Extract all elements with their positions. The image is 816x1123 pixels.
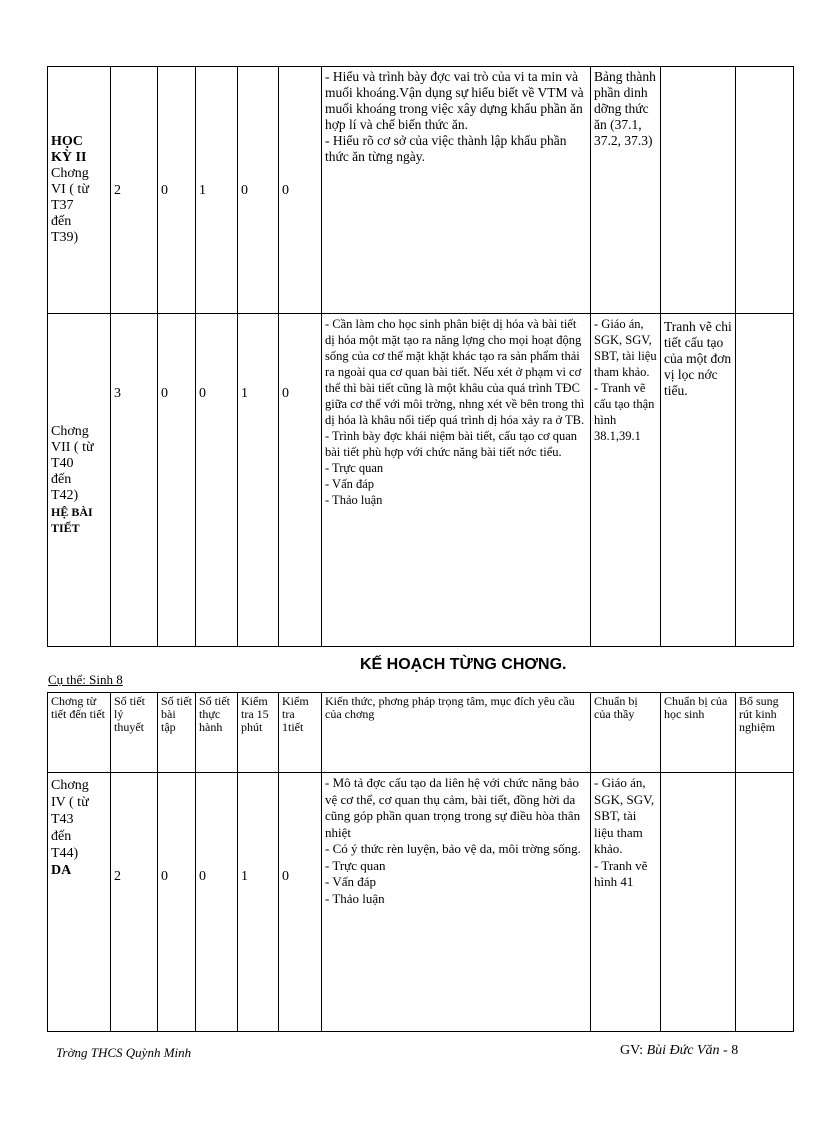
footer-school: Trờng THCS Quỳnh Minh <box>56 1045 192 1060</box>
chapter-line: T43 <box>51 812 74 827</box>
exercise-count: 0 <box>158 314 196 647</box>
chapter-cell <box>48 67 111 314</box>
header-teacher-prep: Chuẩn bị của thầy <box>591 693 661 773</box>
footer-teacher <box>620 1043 738 1059</box>
chapter-line: DA <box>51 863 72 878</box>
test-15-count: 0 <box>238 67 279 314</box>
student-prep-cell: Tranh vẽ chi tiết cấu tạo của một đơn vị lọc nớc tiểu. <box>661 314 736 647</box>
chapter-plan-table <box>47 692 794 1032</box>
test-15-count: 1 <box>238 773 279 1032</box>
teacher-prep-cell: - Giáo án, SGK, SGV, SBT, tài liệu tham khảo. - Tranh vẽ hình 41 <box>591 773 661 1032</box>
section-title: KẾ HOẠCH TỪNG CHƠNG. <box>360 656 567 673</box>
test-1-count: 0 <box>279 67 322 314</box>
header-test-15: Kiểm tra 15 phút <box>238 693 279 773</box>
test-1-count: 0 <box>279 314 322 647</box>
chapter-line: T42) <box>51 488 79 503</box>
chapter-line: TIẾT <box>51 521 80 535</box>
theory-count: 2 <box>111 773 158 1032</box>
theory-count: 2 <box>111 67 158 314</box>
header-theory: Số tiết lý thuyết <box>111 693 158 773</box>
table-header-row <box>48 693 794 773</box>
chapter-cell <box>48 314 111 647</box>
header-exercise: Số tiết bài tập <box>158 693 196 773</box>
header-content: Kiến thức, phơng pháp trọng tâm, mục đích yêu cầu của chơng <box>322 693 591 773</box>
chapter-line: Chơng <box>51 166 89 181</box>
practice-count: 0 <box>196 773 238 1032</box>
chapter-line: IV ( từ <box>51 795 89 810</box>
chapter-line: KỲ II <box>51 150 87 165</box>
chapter-line: đến <box>51 214 72 229</box>
chapter-line: T39) <box>51 230 79 245</box>
student-prep-cell <box>661 773 736 1032</box>
chapter-line: T40 <box>51 456 74 471</box>
header-student-prep: Chuẩn bị của học sinh <box>661 693 736 773</box>
student-prep-cell <box>661 67 736 314</box>
theory-count: 3 <box>111 314 158 647</box>
footer-page-sep: - <box>719 1043 732 1058</box>
table-row <box>48 67 794 314</box>
chapter-line: HỌC <box>51 134 83 149</box>
notes-cell <box>736 773 794 1032</box>
content-cell: - Hiểu và trình bày đợc vai trò của vi ta min và muối khoáng.Vận dụng sự hiểu biết về VTM và muối khoáng trong việc xây dựng khẩu phần ăn hợp lí và chế biến thức ăn. - Hiểu rõ cơ sở của việc thành lập khẩu phần thức ăn từng ngày. <box>322 67 591 314</box>
test-15-count: 1 <box>238 314 279 647</box>
header-test-1: Kiểm tra 1tiết <box>279 693 322 773</box>
table-row <box>48 773 794 1032</box>
chapter-line: VI ( từ <box>51 182 89 197</box>
header-practice: Số tiết thực hành <box>196 693 238 773</box>
practice-count: 0 <box>196 314 238 647</box>
test-1-count: 0 <box>279 773 322 1032</box>
content-cell: - Mô tả đợc cấu tạo da liên hệ với chức năng bảo vệ cơ thể, cơ quan thụ cảm, bài tiết, đồng hời da cũng góp phần quan trọng trong sự điều hòa thân nhiệt - Có ý thức rèn luyện, bảo vệ da, môi trờng sống. - Trực quan - Vấn đáp - Thảo luận <box>322 773 591 1032</box>
chapter-line: Chơng <box>51 424 89 439</box>
chapter-line: Chơng <box>51 778 89 793</box>
chapter-line: đến <box>51 472 72 487</box>
chapter-line: HỆ BÀI <box>51 505 93 519</box>
footer-teacher-prefix: GV: <box>620 1043 647 1058</box>
teacher-prep-cell: - Giáo án, SGK, SGV, SBT, tài liệu tham khảo. - Tranh vẽ cấu tạo thận hình 38.1,39.1 <box>591 314 661 647</box>
table-row <box>48 314 794 647</box>
notes-cell <box>736 67 794 314</box>
practice-count: 1 <box>196 67 238 314</box>
exercise-count: 0 <box>158 67 196 314</box>
chapter-line: T44) <box>51 846 79 861</box>
top-plan-table <box>47 66 794 647</box>
chapter-line: VII ( từ <box>51 440 94 455</box>
chapter-line: đến <box>51 829 72 844</box>
page-number: 8 <box>731 1043 739 1058</box>
chapter-cell <box>48 773 111 1032</box>
teacher-prep-cell: Bảng thành phần dinh dỡng thức ăn (37.1, 37.2, 37.3) <box>591 67 661 314</box>
content-cell: - Cần làm cho học sinh phân biệt dị hóa và bài tiết dị hóa một mặt tạo ra năng lợng cho mọi hoạt động sống của cơ thể mặt khặt khác tạo ra sản phẩm thải ra ngoài qua cơ quan bài tiết. Nếu xét ở phạm vi cơ thể thì bài tiết cũng là một khâu của quá trình TĐC giữa cơ thể với môi trờng, nhng xét về bên trong thì dị hóa là khâu nối tiếp quá trình dị hóa xảy ra ở TB. - Trình bày đợc khái niệm bài tiết, cấu tạo cơ quan bài tiết phù hợp với chức năng bài tiết nớc tiểu. - Trực quan - Vấn đáp - Thảo luận <box>322 314 591 647</box>
header-chapter: Chơng từ tiết đến tiết <box>48 693 111 773</box>
notes-cell <box>736 314 794 647</box>
header-notes: Bổ sung rút kinh nghiệm <box>736 693 794 773</box>
chapter-line: T37 <box>51 198 74 213</box>
exercise-count: 0 <box>158 773 196 1032</box>
subtitle: Cụ thể: Sinh 8 <box>48 672 123 687</box>
footer-teacher-name: Bùi Đức Văn <box>646 1043 720 1058</box>
